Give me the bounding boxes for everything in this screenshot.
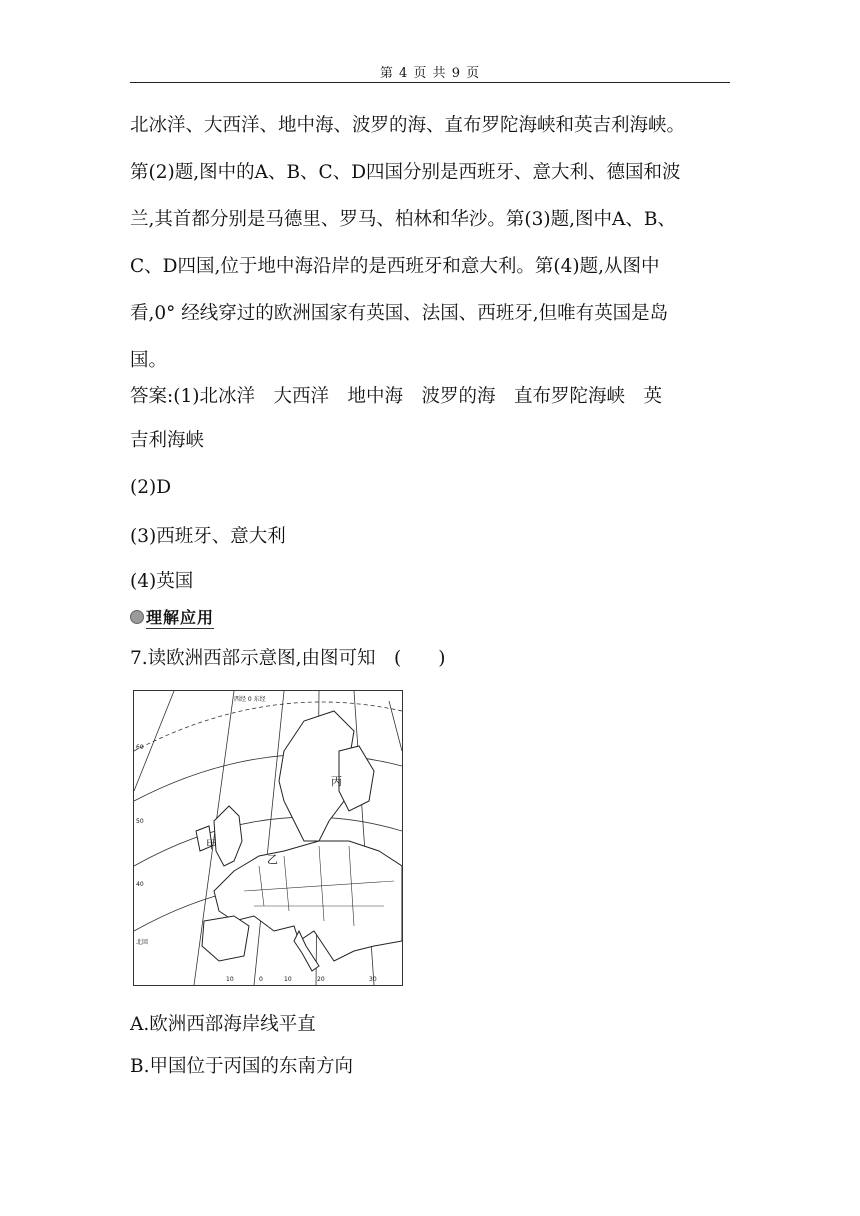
map-top-label: 西经 0 东经	[234, 696, 266, 703]
option-b: B.甲国位于丙国的东南方向	[130, 1056, 353, 1077]
answer-2: (2)D	[130, 477, 172, 498]
map-label-bing: 丙	[331, 775, 342, 788]
header-rule	[130, 82, 730, 83]
explanation-line: C、D四国,位于地中海沿岸的是西班牙和意大利。第(4)题,从图中	[130, 256, 660, 277]
option-a: A.欧洲西部海岸线平直	[130, 1014, 316, 1035]
explanation-line: 北冰洋、大西洋、地中海、波罗的海、直布罗陀海峡和英吉利海峡。	[130, 115, 686, 136]
explanation-line: 看,0° 经线穿过的欧洲国家有英国、法国、西班牙,但唯有英国是岛	[130, 303, 669, 324]
bullet-icon	[130, 610, 144, 624]
map-lat-label: 北回	[136, 939, 149, 946]
map-lon-label: 30	[369, 976, 377, 983]
map-lat-label: 50	[136, 818, 144, 825]
explanation-line: 第(2)题,图中的A、B、C、D四国分别是西班牙、意大利、德国和波	[130, 162, 681, 183]
map-label-jia: 甲	[206, 838, 217, 851]
europe-map	[133, 690, 403, 986]
answer-4: (4)英国	[130, 571, 194, 592]
section-title-text: 理解应用	[146, 605, 214, 629]
map-drawing	[134, 691, 402, 985]
map-lon-label: 0	[259, 976, 263, 983]
question-7: 7.读欧洲西部示意图,由图可知 ( )	[130, 648, 446, 669]
map-lon-label: 10	[226, 976, 234, 983]
map-lat-label: 60	[136, 744, 144, 751]
section-title	[130, 608, 214, 626]
answer-line-2: 吉利海峡	[130, 430, 205, 451]
explanation-line: 兰,其首都分别是马德里、罗马、柏林和华沙。第(3)题,图中A、B、	[130, 209, 676, 230]
map-lat-label: 40	[136, 881, 144, 888]
map-lon-label: 20	[317, 976, 325, 983]
answer-3: (3)西班牙、意大利	[130, 526, 286, 547]
map-lon-label: 10	[284, 976, 292, 983]
map-label-yi: 乙	[267, 853, 278, 866]
answer-line-1: 答案:(1)北冰洋 大西洋 地中海 波罗的海 直布罗陀海峡 英	[130, 386, 662, 407]
page-header: 第 4 页 共 9 页	[379, 66, 481, 81]
explanation-paragraph	[130, 102, 730, 384]
explanation-line: 国。	[130, 350, 168, 371]
